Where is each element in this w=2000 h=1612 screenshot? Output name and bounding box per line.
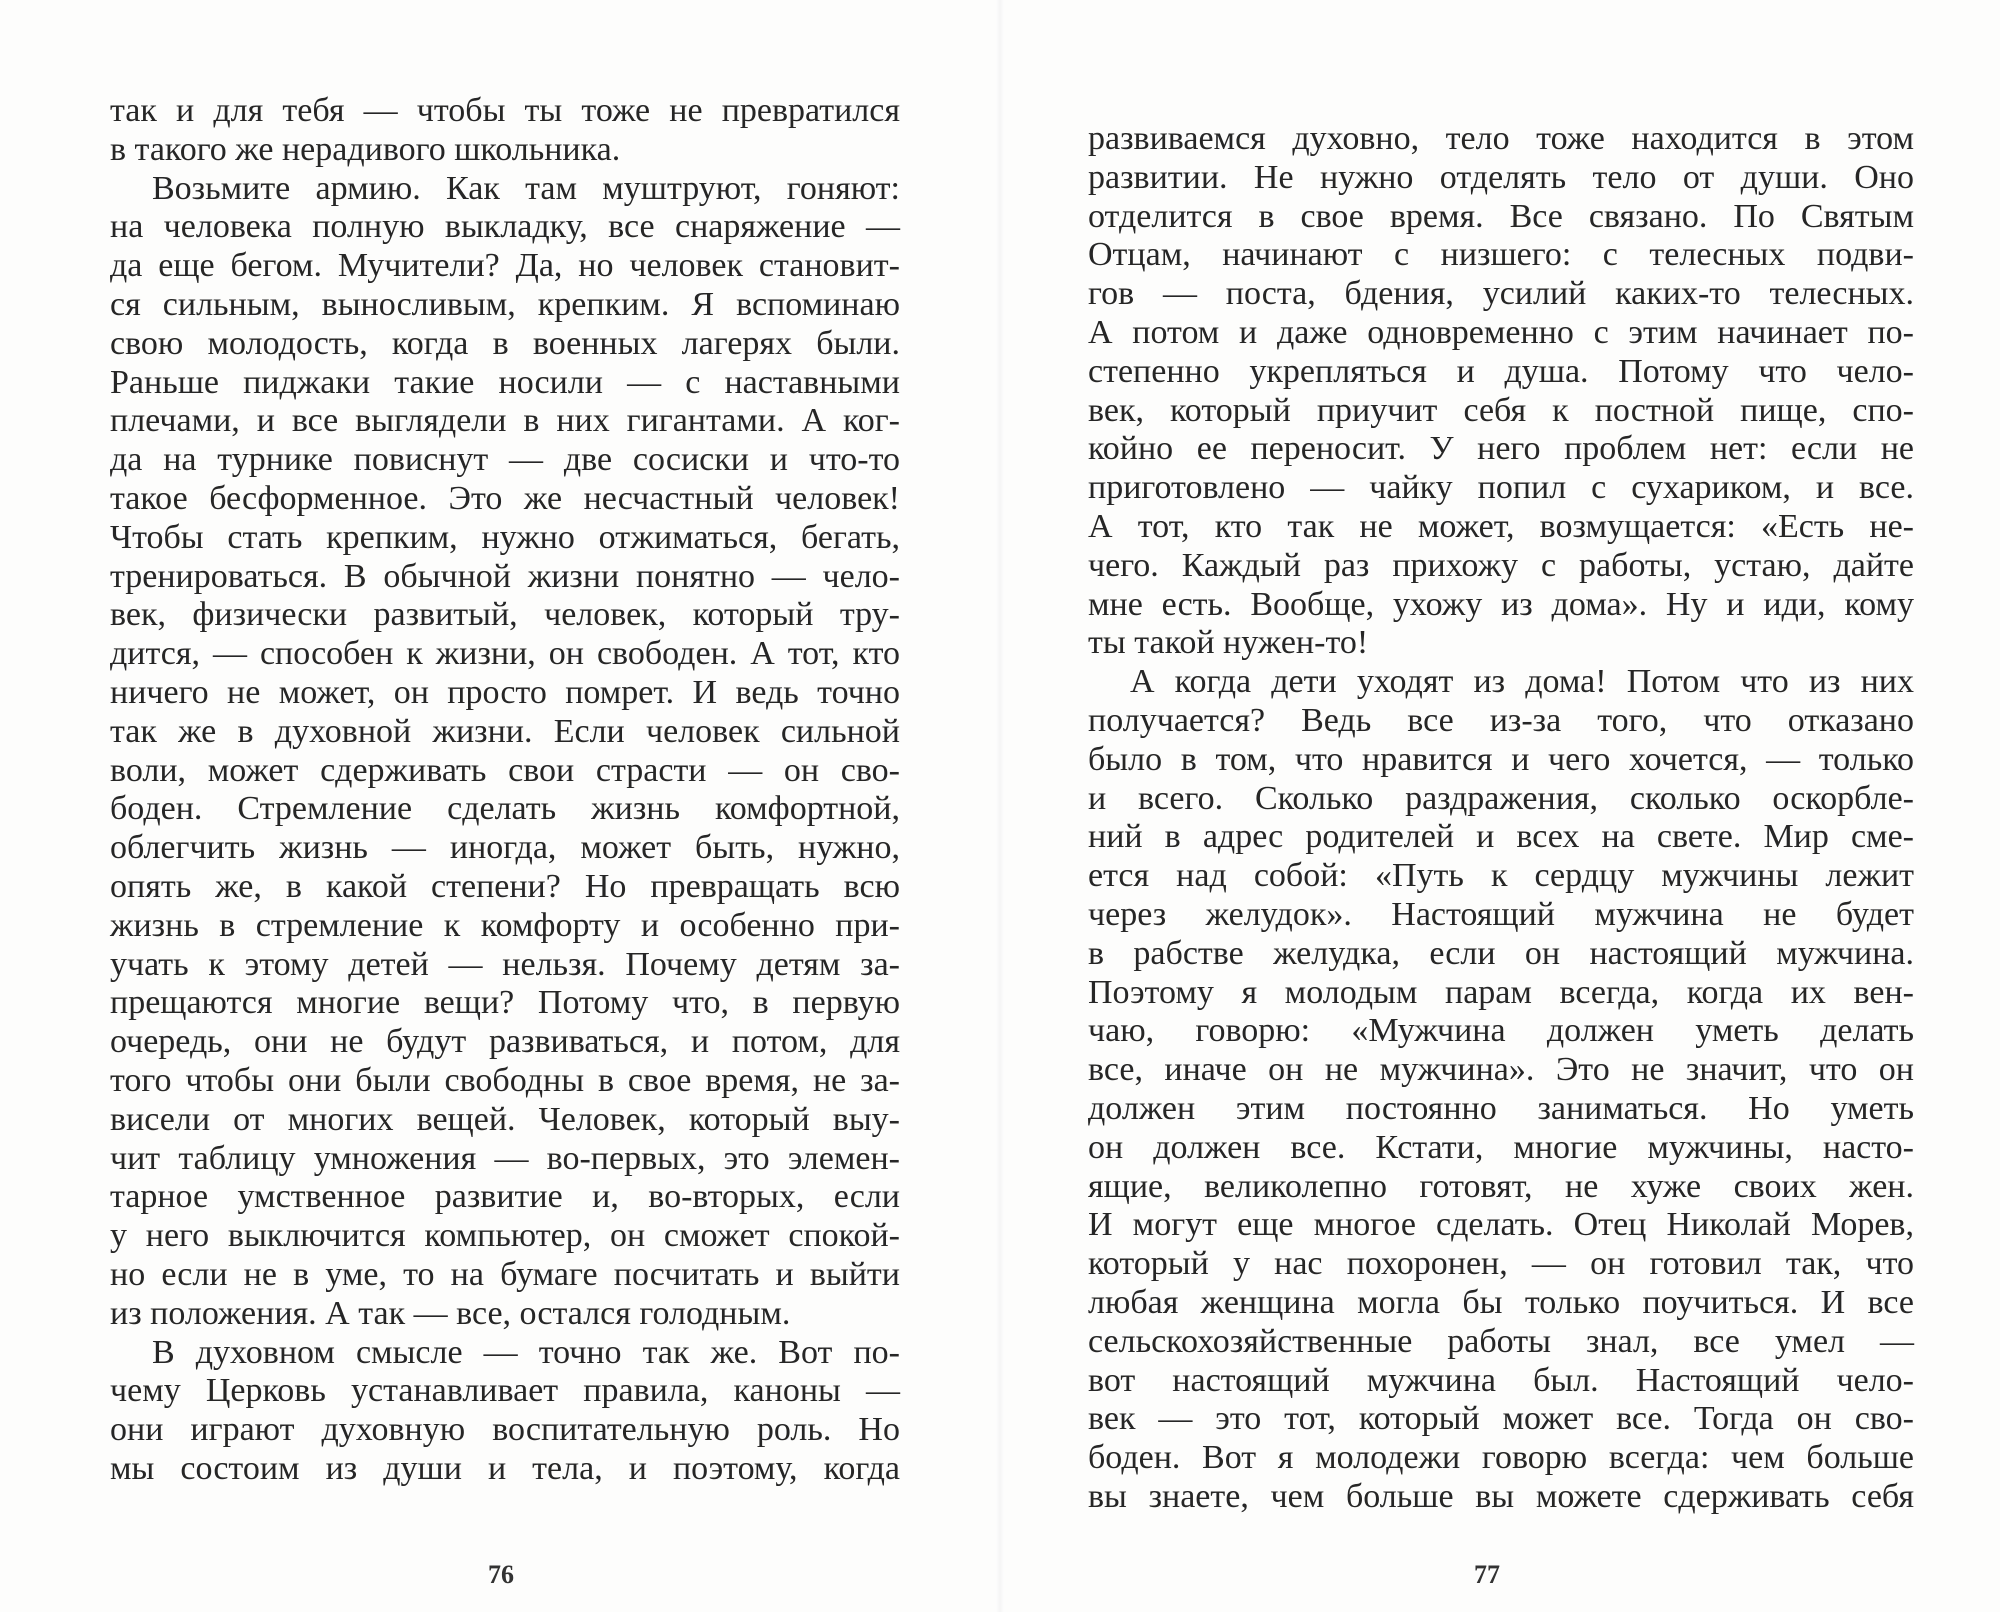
text-line: опять же, в какой степени? Но превращать всю <box>110 867 900 905</box>
text-line: койно ее переносит. У него проблем нет: если не <box>1088 430 1914 468</box>
text-line: учать к этому детей — нельзя. Почему детям за- <box>110 945 900 983</box>
text-line: развиваемся духовно, тело тоже находится в этом <box>1088 120 1914 157</box>
text-line: чего. Каждый раз прихожу с работы, устаю, дайте <box>1088 546 1914 584</box>
text-line: ящие, великолепно готовят, не хуже своих жен. <box>1088 1167 1914 1205</box>
text-line: да еще бегом. Мучители? Да, но человек становит- <box>110 247 900 285</box>
text-line: ется над собой: «Путь к сердцу мужчины лежит <box>1088 857 1914 895</box>
text-line: гов — поста, бдения, усилий каких-то телесных. <box>1088 275 1914 313</box>
text-line: очередь, они не будут развиваться, и потом, для <box>110 1023 900 1061</box>
text-line: из положения. А так — все, остался голодным. <box>110 1294 791 1332</box>
text-line: и всего. Сколько раздражения, сколько оскорбле- <box>1088 779 1914 817</box>
text-line: вы знаете, чем больше вы можете сдерживать себя <box>1088 1477 1914 1515</box>
text-line: на человека полную выкладку, все снаряжение — <box>110 208 900 246</box>
text-line: так же в духовной жизни. Если человек сильной <box>110 712 900 750</box>
text-line: в рабстве желудка, если он настоящий мужчина. <box>1088 934 1914 972</box>
text-line: который у нас похоронен, — он готовил так, что <box>1088 1245 1914 1283</box>
text-line: свою молодость, когда в военных лагерях были. <box>110 324 900 362</box>
text-line: чаю, говорю: «Мужчина должен уметь делать <box>1088 1012 1914 1050</box>
text-line: век — это тот, который может все. Тогда он сво- <box>1088 1400 1914 1438</box>
text-line: висели от многих вещей. Человек, который выу- <box>110 1100 900 1138</box>
text-line: воли, может сдерживать свои страсти — он сво- <box>110 751 900 789</box>
text-line: чит таблицу умножения — во-первых, это элемен- <box>110 1139 900 1177</box>
text-line: век, физически развитый, человек, который тру- <box>110 596 900 634</box>
text-line: Раньше пиджаки такие носили — с наставными <box>110 363 900 401</box>
text-line: ся сильным, выносливым, крепким. Я вспоминаю <box>110 285 900 323</box>
text-line: он должен все. Кстати, многие мужчины, насто- <box>1088 1128 1914 1166</box>
text-line: боден. Вот я молодежи говорю всегда: чем больше <box>1088 1439 1914 1477</box>
text-line: должен этим постоянно заниматься. Но уметь <box>1088 1089 1914 1127</box>
text-line: у него выключится компьютер, он сможет спокой- <box>110 1217 900 1255</box>
text-line: жизнь в стремление к комфорту и особенно при- <box>110 906 900 944</box>
text-line: Поэтому я молодым парам всегда, когда их вен- <box>1088 973 1914 1011</box>
text-line: сельскохозяйственные работы знал, все умел — <box>1088 1322 1914 1360</box>
text-line: А потом и даже одновременно с этим начинает по- <box>1088 313 1914 351</box>
text-line: боден. Стремление сделать жизнь комфортной, <box>110 790 900 828</box>
text-line: дится, — способен к жизни, он свободен. А тот, кто <box>110 635 900 673</box>
text-line: ний в адрес родителей и всех на свете. Мир сме- <box>1088 818 1914 856</box>
text-line: да на турнике повиснут — две сосиски и что-то <box>110 441 900 479</box>
text-line: степенно укрепляться и душа. Потому что чело- <box>1088 352 1914 390</box>
text-line: В духовном смысле — точно так же. Вот по- <box>152 1333 900 1371</box>
text-line: через желудок». Настоящий мужчина не будет <box>1088 895 1914 933</box>
text-line: А тот, кто так не может, возмущается: «Есть не- <box>1088 507 1914 545</box>
text-line: но если не в уме, то на бумаге посчитать и выйти <box>110 1255 900 1293</box>
right-page <box>1000 0 2000 1612</box>
text-line: того чтобы они были свободны в свое время, не за- <box>110 1061 900 1099</box>
text-line: Возьмите армию. Как там муштруют, гоняют: <box>152 169 900 207</box>
text-line: приготовлено — чайку попил с сухариком, и все. <box>1088 469 1914 507</box>
text-line: чему Церковь устанавливает правила, каноны — <box>110 1372 900 1410</box>
left-page-number: 76 <box>488 1560 514 1589</box>
text-line: облегчить жизнь — иногда, может быть, нужно, <box>110 829 900 867</box>
text-line: вот настоящий мужчина был. Настоящий чело- <box>1088 1361 1914 1399</box>
text-line: мы состоим из души и тела, и поэтому, когда <box>110 1449 900 1487</box>
text-line: так и для тебя — чтобы ты тоже не превратился <box>110 92 900 129</box>
left-page-text <box>110 92 900 1489</box>
text-line: А когда дети уходят из дома! Потом что из них <box>1130 663 1914 701</box>
text-line: ты такой нужен-то! <box>1088 624 1369 662</box>
text-line: тарное умственное развитие и, во-вторых, если <box>110 1178 900 1216</box>
text-line: такое бесформенное. Это же несчастный человек! <box>110 479 900 517</box>
text-line: они играют духовную воспитательную роль. Но <box>110 1411 900 1449</box>
text-line: Отцам, начинают с низшего: с телесных подви- <box>1088 236 1914 274</box>
text-line: в такого же нерадивого школьника. <box>110 130 621 168</box>
text-line: все, иначе он не мужчина». Это не значит, что он <box>1088 1051 1914 1089</box>
text-line: И могут еще многое сделать. Отец Николай Морев, <box>1088 1206 1914 1244</box>
text-line: ничего не может, он просто помрет. И ведь точно <box>110 673 900 711</box>
text-line: тренироваться. В обычной жизни понятно — чело- <box>110 557 900 595</box>
right-page-number: 77 <box>1474 1560 1500 1589</box>
text-line: мне есть. Вообще, ухожу из дома». Ну и иди, кому <box>1088 585 1914 623</box>
text-line: век, который приучит себя к постной пище, спо- <box>1088 391 1914 429</box>
text-line: получается? Ведь все из-за того, что отказано <box>1088 701 1914 739</box>
text-line: Чтобы стать крепким, нужно отжиматься, бегать, <box>110 518 900 556</box>
text-line: прещаются многие вещи? Потому что, в первую <box>110 984 900 1022</box>
text-line: отделится в свое время. Все связано. По Святым <box>1088 197 1914 235</box>
text-line: было в том, что нравится и чего хочется, — только <box>1088 740 1914 778</box>
text-line: развитии. Не нужно отделять тело от души. Оно <box>1088 158 1914 196</box>
right-page-text <box>1088 120 1914 1517</box>
text-line: плечами, и все выглядели в них гигантами. А ког- <box>110 402 900 440</box>
text-line: любая женщина могла бы только поучиться. И все <box>1088 1283 1914 1321</box>
